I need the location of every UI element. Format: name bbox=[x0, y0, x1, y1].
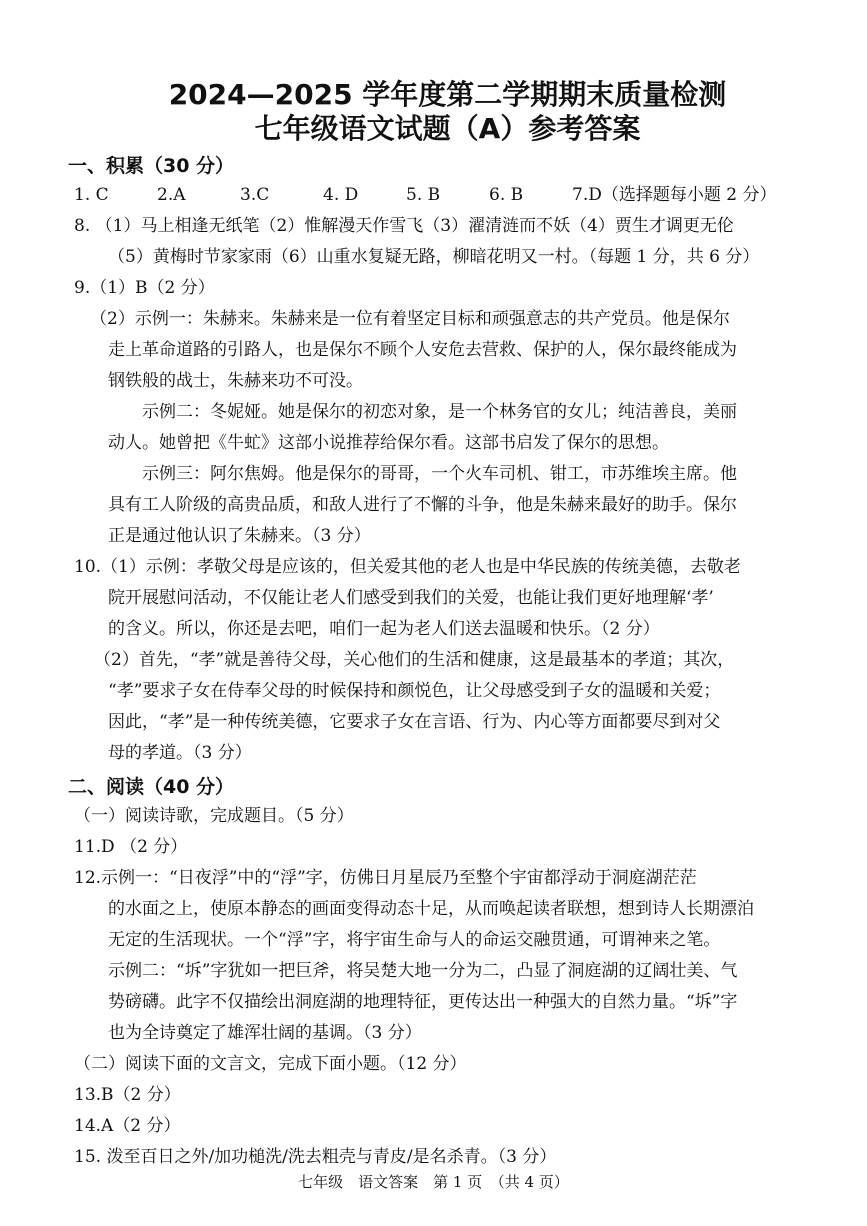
q12-paragraph-line: 12.示例一：“日夜浮”中的“浮”字，仿佛日月星辰乃至整个宇宙都浮动于洞庭湖茫茫 bbox=[74, 868, 697, 888]
q9-paragraph-line: （2）示例一：朱赫来。朱赫来是一位有着坚定目标和顽强意志的共产党员。他是保尔 bbox=[90, 309, 730, 329]
section-heading: 二、阅读（40 分） bbox=[68, 776, 235, 798]
section-heading: 一、积累（30 分） bbox=[68, 155, 235, 177]
mcq-answers bbox=[74, 180, 821, 211]
q9-paragraph-line: 正是通过他认识了朱赫来。（3 分） bbox=[108, 526, 371, 546]
q12-paragraph-line: 势磅礴。此字不仅描绘出洞庭湖的地理特征，更传达出一种强大的自然力量。“坼”字 bbox=[108, 992, 738, 1012]
q10-paragraph-line: 母的孝道。（3 分） bbox=[108, 743, 252, 763]
subsection-heading: （二）阅读下面的文言文，完成下面小题。（12 分） bbox=[74, 1054, 467, 1074]
answer-item: 3.C bbox=[240, 185, 270, 205]
answer-item: 6. B bbox=[489, 185, 524, 205]
page-title-line1: 2024—2025 学年度第二学期期末质量检测 bbox=[168, 78, 727, 111]
q10-paragraph-line: （2）首先，“孝”就是善待父母，关心他们的生活和健康，这是最基本的孝道；其次， bbox=[94, 650, 735, 670]
answer-item: 1. C bbox=[74, 185, 109, 205]
q12-paragraph-line: 也为全诗奠定了雄浑壮阔的基调。（3 分） bbox=[108, 1023, 422, 1043]
answer-item: 5. B bbox=[406, 185, 441, 205]
subsection-heading: （一）阅读诗歌，完成题目。（5 分） bbox=[74, 806, 354, 826]
q9-paragraph-line: 走上革命道路的引路人，也是保尔不顾个人安危去营救、保护的人，保尔最终能成为 bbox=[108, 340, 737, 360]
q9-paragraph-line: 动人。她曾把《牛虻》这部小说推荐给保尔看。这部书启发了保尔的思想。 bbox=[108, 433, 669, 453]
q10-paragraph-line: 院开展慰问活动，不仅能让老人们感受到我们的关爱，也能让我们更好地理解‘孝’ bbox=[108, 588, 714, 608]
q14-answer: 14.A（2 分） bbox=[74, 1116, 181, 1136]
page-title-line2: 七年级语文试题（A）参考答案 bbox=[254, 112, 641, 145]
q9-line: 9.（1）B（2 分） bbox=[74, 278, 215, 298]
q15-answer: 15. 泼至百日之外/加功槌洗/洗去粗壳与青皮/是名杀青。（3 分） bbox=[74, 1147, 557, 1167]
section-accumulation bbox=[68, 152, 821, 769]
page-footer: 七年级 语文答案 第 1 页 （共 4 页） bbox=[298, 1173, 569, 1191]
answer-item: 4. D bbox=[323, 185, 359, 205]
q10-paragraph-line: 因此，“孝”是一种传统美德，它要求子女在言语、行为、内心等方面都要尽到对父 bbox=[108, 712, 721, 732]
q11-answer: 11.D （2 分） bbox=[74, 837, 188, 857]
q8-line: 8. （1）马上相逢无纸笔（2）惟解漫天作雪飞（3）濯清涟而不妖（4）贾生才调更无伦 bbox=[74, 216, 734, 236]
q12-paragraph-line: 无定的生活现状。一个“浮”字，将宇宙生命与人的命运交融贯通，可谓神来之笔。 bbox=[108, 930, 721, 950]
section-reading bbox=[68, 773, 821, 1173]
answer-item: 7.D（选择题每小题 2 分） bbox=[572, 185, 777, 205]
q9-paragraph-line: 示例二：冬妮娅。她是保尔的初恋对象，是一个林务官的女儿；纯洁善良，美丽 bbox=[142, 402, 737, 422]
q9-paragraph-line: 具有工人阶级的高贵品质，和敌人进行了不懈的斗争，他是朱赫来最好的助手。保尔 bbox=[108, 495, 737, 515]
q10-paragraph-line: 10.（1）示例：孝敬父母是应该的，但关爱其他的老人也是中华民族的传统美德，去敬老 bbox=[74, 557, 741, 577]
q10-paragraph-line: “孝”要求子女在侍奉父母的时候保持和颜悦色，让父母感受到子女的温暖和关爱； bbox=[108, 681, 721, 701]
answer-item: 2.A bbox=[157, 185, 186, 205]
q13-answer: 13.B（2 分） bbox=[74, 1085, 181, 1105]
q12-paragraph-line: 的水面之上，使原本静态的画面变得动态十足，从而唤起读者联想，想到诗人长期漂泊 bbox=[108, 899, 754, 919]
q9-paragraph-line: 钢铁般的战士，朱赫来功不可没。 bbox=[108, 371, 363, 391]
q8-line: （5）黄梅时节家家雨（6）山重水复疑无路，柳暗花明又一村。（每题 1 分，共 6 分） bbox=[108, 247, 760, 267]
q12-paragraph-line: 示例二：“坼”字犹如一把巨斧，将吴楚大地一分为二，凸显了洞庭湖的辽阔壮美、气 bbox=[108, 961, 738, 981]
q10-paragraph-line: 的含义。所以，你还是去吧，咱们一起为老人们送去温暖和快乐。（2 分） bbox=[108, 619, 660, 639]
q9-paragraph-line: 示例三：阿尔焦姆。他是保尔的哥哥，一个火车司机、钳工，市苏维埃主席。他 bbox=[142, 464, 737, 484]
